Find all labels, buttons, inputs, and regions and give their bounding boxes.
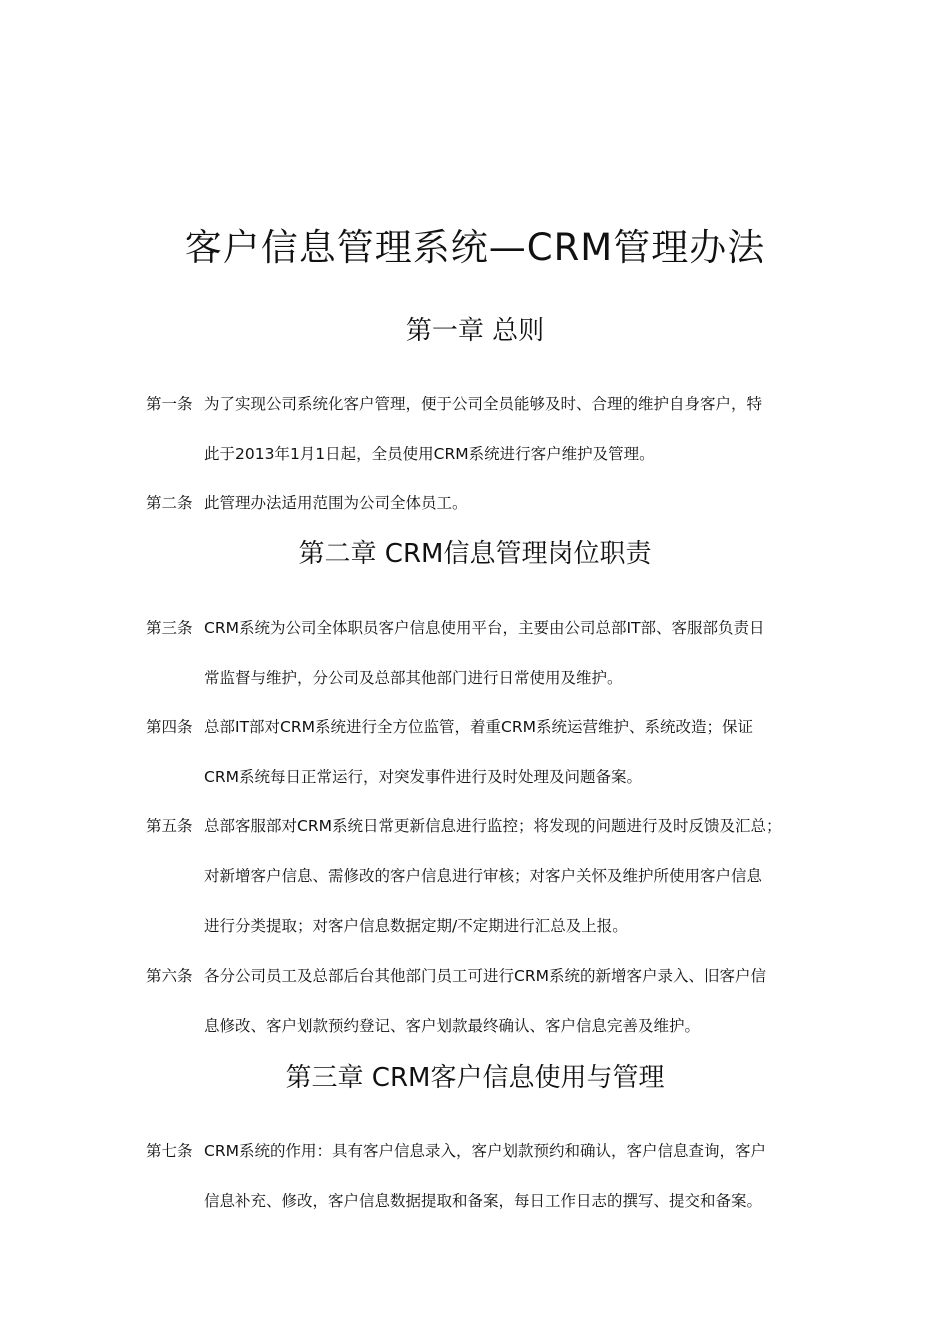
article-line: [146, 765, 836, 815]
article-line: [146, 864, 836, 914]
article-text: 为了实现公司系统化客户管理，便于公司全员能够及时、合理的维护自身客户，特: [204, 395, 763, 413]
article-line: [146, 914, 836, 964]
chapter-2-heading: 第二章 CRM信息管理岗位职责: [298, 539, 652, 569]
article-5: [146, 814, 836, 964]
article-2: [146, 491, 836, 541]
article-text: 各分公司员工及总部后台其他部门员工可进行CRM系统的新增客户录入、旧客户信: [204, 967, 766, 985]
article-number: 第三条: [146, 619, 193, 637]
article-1: [146, 392, 836, 492]
document-title: 客户信息管理系统—CRM管理办法: [184, 226, 766, 269]
article-line: [146, 666, 836, 716]
article-text: 常监督与维护，分公司及总部其他部门进行日常使用及维护。: [204, 669, 623, 687]
article-line: [146, 1189, 836, 1239]
article-text: 此于2013年1月1日起，全员使用CRM系统进行客户维护及管理。: [204, 445, 655, 463]
article-number: 第四条: [146, 718, 193, 736]
article-text: CRM系统每日正常运行，对突发事件进行及时处理及问题备案。: [204, 768, 642, 786]
article-text: CRM系统的作用：具有客户信息录入，客户划款预约和确认，客户信息查询，客户: [204, 1142, 766, 1160]
article-text: 对新增客户信息、需修改的客户信息进行审核；对客户关怀及维护所使用客户信息: [204, 867, 763, 885]
article-line: [146, 442, 836, 492]
article-number: 第七条: [146, 1142, 193, 1160]
article-text: 总部IT部对CRM系统进行全方位监管，着重CRM系统运营维护、系统改造；保证: [204, 718, 753, 736]
article-text: 息修改、客户划款预约登记、客户划款最终确认、客户信息完善及维护。: [204, 1017, 701, 1035]
article-4: [146, 715, 836, 815]
article-number: 第二条: [146, 494, 193, 512]
article-line: [146, 814, 836, 864]
article-text: 此管理办法适用范围为公司全体员工。: [204, 494, 468, 512]
article-text: 进行分类提取；对客户信息数据定期/不定期进行汇总及上报。: [204, 917, 628, 935]
article-3: [146, 616, 836, 716]
article-line: [146, 392, 836, 442]
article-line: [146, 491, 836, 541]
article-number: 第一条: [146, 395, 193, 413]
article-7: [146, 1139, 836, 1239]
article-text: 信息补充、修改，客户信息数据提取和备案，每日工作日志的撰写、提交和备案。: [204, 1192, 763, 1210]
article-line: [146, 616, 836, 666]
article-number: 第六条: [146, 967, 193, 985]
article-line: [146, 1139, 836, 1189]
article-line: [146, 964, 836, 1014]
chapter-1-heading: 第一章 总则: [405, 316, 545, 346]
article-line: [146, 715, 836, 765]
article-number: 第五条: [146, 817, 193, 835]
article-text: CRM系统为公司全体职员客户信息使用平台，主要由公司总部IT部、客服部负责日: [204, 619, 765, 637]
article-text: 总部客服部对CRM系统日常更新信息进行监控；将发现的问题进行及时反馈及汇总；: [204, 817, 782, 835]
article-6: [146, 964, 836, 1064]
article-line: [146, 1014, 836, 1064]
chapter-3-heading: 第三章 CRM客户信息使用与管理: [285, 1063, 665, 1093]
